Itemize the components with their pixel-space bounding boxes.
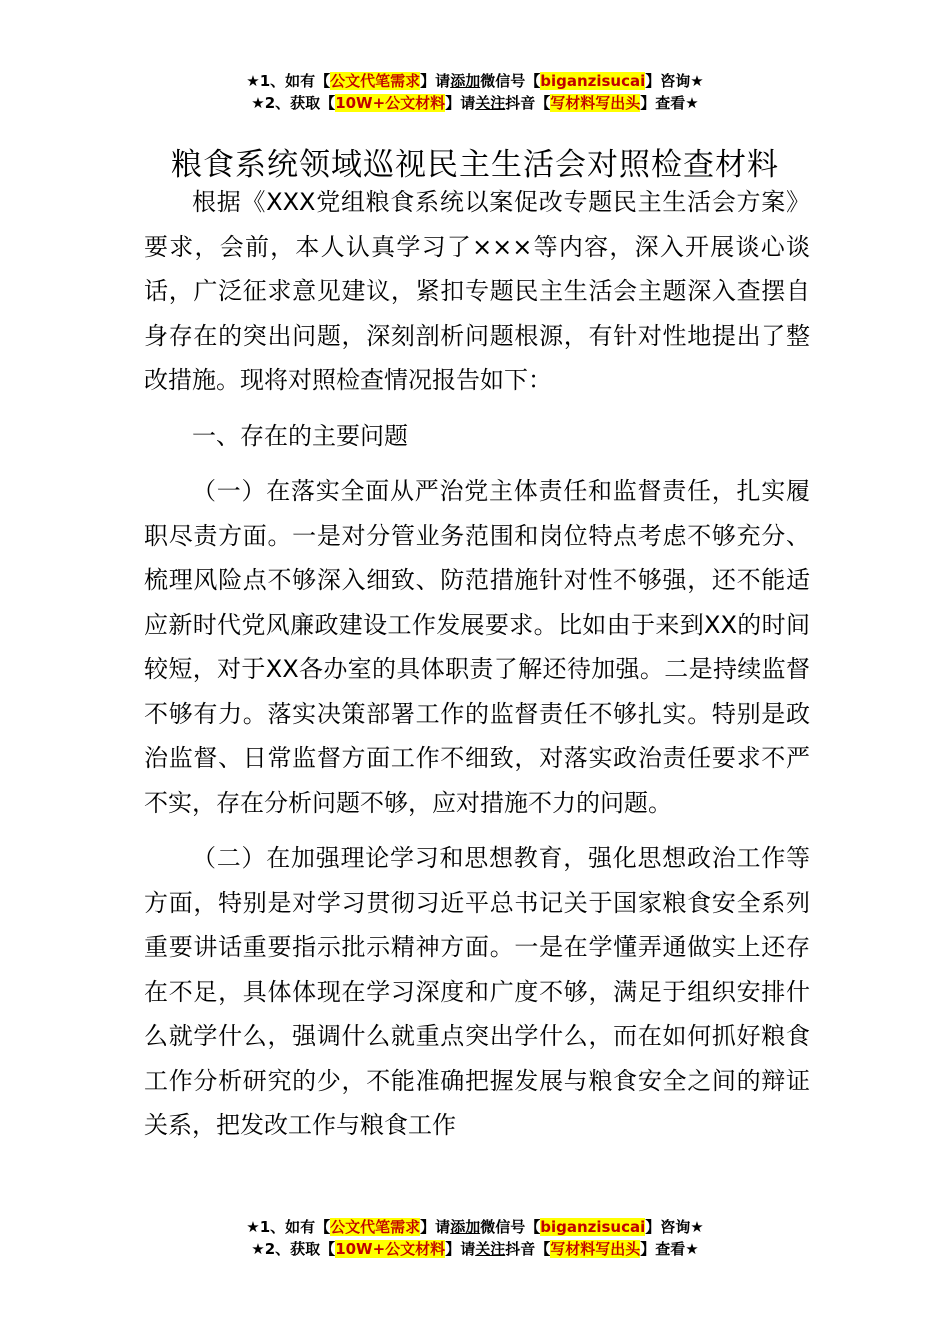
promo-wechat-id: biganzisucai bbox=[540, 1218, 646, 1236]
promo-banner-bottom bbox=[0, 1216, 950, 1260]
promo-douyin-id: 写材料写出头 bbox=[550, 94, 641, 112]
intro-paragraph: 根据《XXX党组粮食系统以案促改专题民主生活会方案》要求，会前，本人认真学习了×××等内容，深入开展谈心谈话，广泛征求意见建议，紧扣专题民主生活会主题深入查摆自身存在的突出问题，深刻剖析问题根源，有针对性地提出了整改措施。现将对照检查情况报告如下： bbox=[144, 188, 810, 394]
promo-wechat-id: biganzisucai bbox=[540, 72, 646, 90]
promo-highlight: 公文代笔需求 bbox=[330, 72, 421, 90]
promo-line-2: ★2、获取【10W+公文材料】请关注抖音【写材料写出头】查看★ bbox=[251, 94, 699, 112]
document-title: 粮食系统领域巡视民主生活会对照检查材料 bbox=[171, 146, 779, 183]
section-heading: 一、存在的主要问题 bbox=[192, 421, 408, 450]
promo-highlight: 10W+公文材料 bbox=[335, 94, 446, 112]
body-paragraph: （一）在落实全面从严治党主体责任和监督责任，扎实履职尽责方面。一是对分管业务范围和岗位特点考虑不够充分、梳理风险点不够深入细致、防范措施针对性不够强，还不能适应新时代党风廉政建设工作发展要求。比如由于来到XX的时间较短，对于XX各办室的具体职责了解还待加强。二是持续监督不够有力。落实决策部署工作的监督责任不够扎实。特别是政治监督、日常监督方面工作不细致，对落实政治责任要求不严不实，存在分析问题不够，应对措施不力的问题。 bbox=[144, 477, 810, 817]
document-body bbox=[144, 180, 810, 1148]
promo-line-1: ★1、如有【公文代笔需求】请添加微信号【biganzisucai】咨询★ bbox=[246, 72, 704, 90]
body-paragraph: （二）在加强理论学习和思想教育，强化思想政治工作等方面，特别是对学习贯彻习近平总书记关于国家粮食安全系列重要讲话重要指示批示精神方面。一是在学懂弄通做实上还存在不足，具体体现在学习深度和广度不够，满足于组织安排什么就学什么，强调什么就重点突出学什么，而在如何抓好粮食工作分析研究的少，不能准确把握发展与粮食安全之间的辩证关系，把发改工作与粮食工作 bbox=[144, 844, 810, 1139]
promo-douyin-id: 写材料写出头 bbox=[550, 1240, 641, 1258]
promo-line-1: ★1、如有【公文代笔需求】请添加微信号【biganzisucai】咨询★ bbox=[246, 1218, 704, 1236]
promo-banner-top bbox=[0, 70, 950, 114]
promo-highlight: 公文代笔需求 bbox=[330, 1218, 421, 1236]
promo-highlight: 10W+公文材料 bbox=[335, 1240, 446, 1258]
promo-line-2: ★2、获取【10W+公文材料】请关注抖音【写材料写出头】查看★ bbox=[251, 1240, 699, 1258]
